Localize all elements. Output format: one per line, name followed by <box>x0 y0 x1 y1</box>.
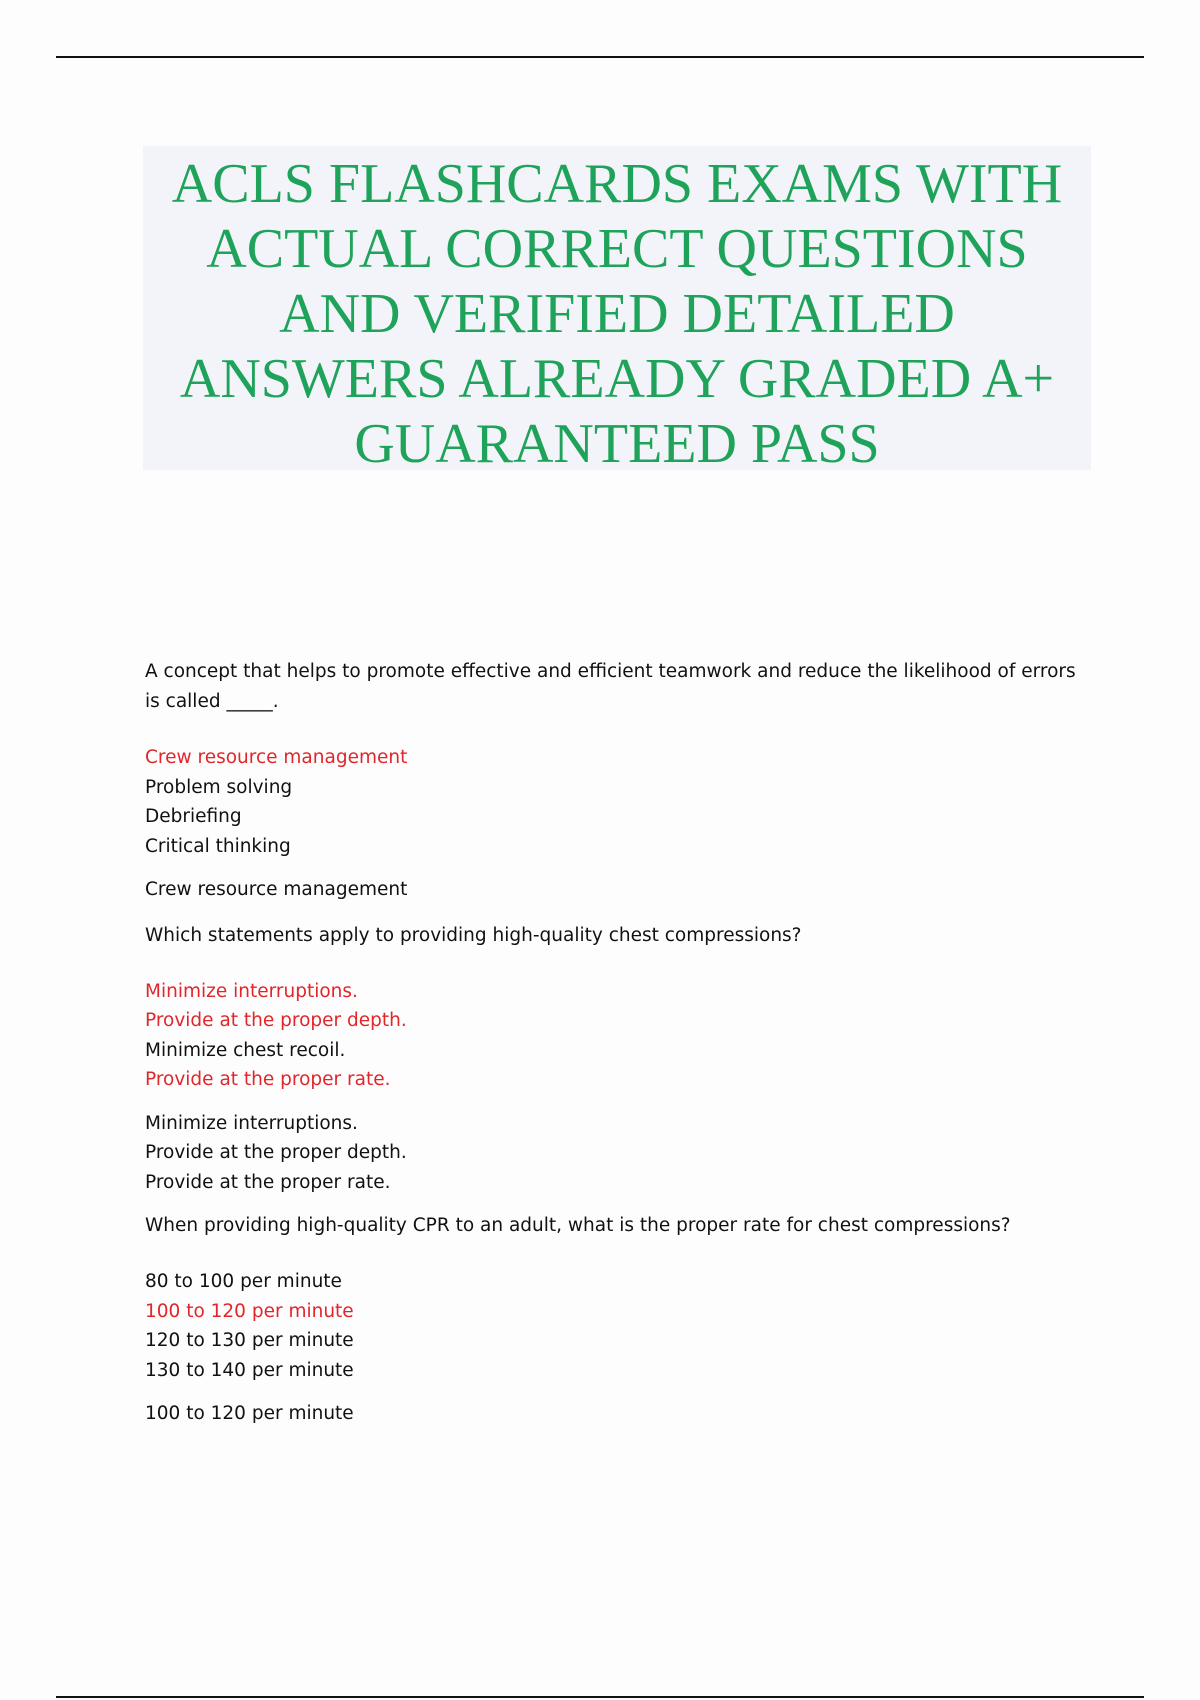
title-line: ACLS FLASHCARDS EXAMS WITH <box>171 153 1063 215</box>
correct-answer: 100 to 120 per minute <box>145 1403 354 1424</box>
title-line: AND VERIFIED DETAILED <box>279 283 955 345</box>
question-block <box>145 1211 1085 1429</box>
correct-answer: Crew resource management <box>145 879 408 900</box>
footer-rule <box>56 1696 1144 1698</box>
answer-option-correct: Crew resource management <box>145 747 408 768</box>
answer-option: 120 to 130 per minute <box>145 1330 354 1351</box>
correct-answer: Provide at the proper rate. <box>145 1171 391 1193</box>
answer-option: Minimize chest recoil. <box>145 1039 346 1061</box>
question-prompt: When providing high-quality CPR to an adult, what is the proper rate for chest compressions? <box>145 1215 1011 1236</box>
title-line: GUARANTEED PASS <box>354 413 880 475</box>
answer-option: Critical thinking <box>145 835 291 857</box>
title-line: ANSWERS ALREADY GRADED A+ <box>179 348 1055 410</box>
question-block <box>145 921 1085 1198</box>
question-prompt: A concept that helps to promote effective and efficient teamwork and reduce the likelihood of errors is called _____. <box>145 661 1076 712</box>
correct-answer: Provide at the proper depth. <box>145 1142 407 1163</box>
answer-option: 130 to 140 per minute <box>145 1359 354 1381</box>
answer-option-correct: 100 to 120 per minute <box>145 1300 354 1322</box>
answer-option: Debriefing <box>145 806 242 827</box>
answer-option-correct: Provide at the proper depth. <box>145 1010 407 1031</box>
answer-option: 80 to 100 per minute <box>145 1271 342 1292</box>
answer-option-correct: Minimize interruptions. <box>145 980 358 1002</box>
title-line: ACTUAL CORRECT QUESTIONS <box>206 218 1028 280</box>
question-list <box>145 657 1085 1429</box>
correct-answer: Minimize interruptions. <box>145 1112 358 1134</box>
header-rule <box>56 56 1144 58</box>
question-prompt: Which statements apply to providing high-quality chest compressions? <box>145 924 802 946</box>
answer-option-correct: Provide at the proper rate. <box>145 1069 391 1090</box>
answer-option: Problem solving <box>145 776 293 798</box>
document-title <box>143 146 1091 475</box>
question-block <box>145 657 1085 905</box>
